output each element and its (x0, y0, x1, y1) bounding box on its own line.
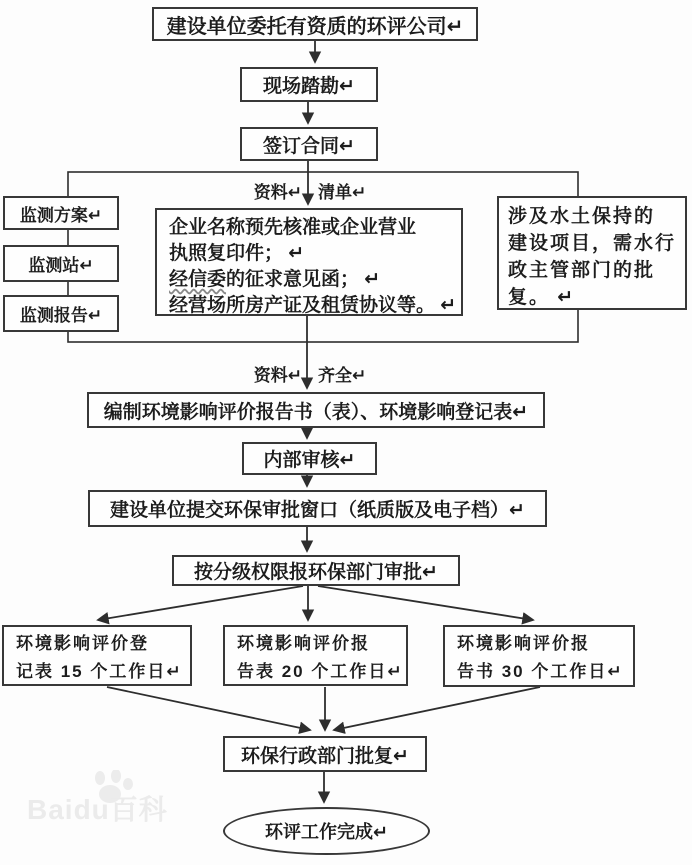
doc-monitoring-report: 监测报告↵ (3, 295, 119, 332)
arrow-level-to-15d (98, 586, 303, 620)
step-entrust-eia-company: 建设单位委托有资质的环评公司↵ (152, 7, 478, 41)
doc-monitoring-plan: 监测方案↵ (3, 196, 119, 230)
water-line-1: 涉及水土保持的 (508, 206, 656, 227)
duration-report-book-30d (443, 625, 635, 687)
arrow-15d-to-approval (107, 687, 310, 730)
duration-15d-line-2: 记表 15 个工作日↵ (16, 662, 183, 681)
label-materials: 资料↵ (253, 183, 302, 202)
label-list: 清单↵ (318, 183, 367, 202)
water-line-3: 政主管部门的批 (508, 260, 656, 281)
duration-report-form-20d (223, 625, 408, 686)
label-materials-2: 资料↵ (253, 366, 302, 385)
doc-water-conservation-note (497, 196, 687, 310)
label-complete: 齐全↵ (318, 366, 367, 385)
materials-line-4: 经营场所房产证及租赁协议等。 ↵ (169, 295, 457, 316)
baidu-baike-watermark: Baidu百科 (27, 794, 168, 825)
water-line-2: 建设项目，需水行 (508, 233, 677, 254)
step-internal-review: 内部审核↵ (242, 442, 377, 475)
arrow-level-to-30d (318, 586, 533, 620)
duration-20d-line-1: 环境影响评价报 (237, 634, 370, 653)
duration-20d-line-2: 告表 20 个工作日↵ (237, 662, 404, 681)
step-epa-final-approval: 环保行政部门批复↵ (223, 736, 427, 772)
duration-registration-form-15d (2, 625, 192, 686)
materials-line-3 (169, 267, 453, 293)
water-line-4: 复。 ↵ (508, 287, 576, 308)
step-site-survey: 现场踏勘↵ (240, 67, 378, 102)
doc-monitoring-station: 监测站↵ (3, 245, 119, 282)
materials-line-3-rest: 的征求意见函； ↵ (226, 269, 381, 290)
duration-15d-line-1: 环境影响评价登 (16, 634, 149, 653)
materials-line-3-underlined: 经信委 (169, 269, 227, 290)
doc-enterprise-materials (155, 208, 463, 316)
arrow-30d-to-approval (334, 687, 540, 730)
step-compile-eia-report: 编制环境影响评价报告书（表）、环境影响登记表↵ (87, 392, 545, 428)
step-submit-approval-window: 建设单位提交环保审批窗口（纸质版及电子档）↵ (88, 490, 547, 527)
materials-line-1: 企业名称预先核准或企业营业 (169, 217, 417, 238)
step-level-authority-approval: 按分级权限报环保部门审批↵ (172, 555, 460, 586)
terminator-eia-complete: 环评工作完成↵ (223, 807, 430, 855)
duration-30d-line-1: 环境影响评价报 (457, 634, 590, 653)
duration-30d-line-2: 告书 30 个工作日↵ (457, 662, 624, 681)
materials-line-2: 执照复印件； ↵ (169, 243, 305, 264)
step-sign-contract: 签订合同↵ (240, 127, 378, 161)
